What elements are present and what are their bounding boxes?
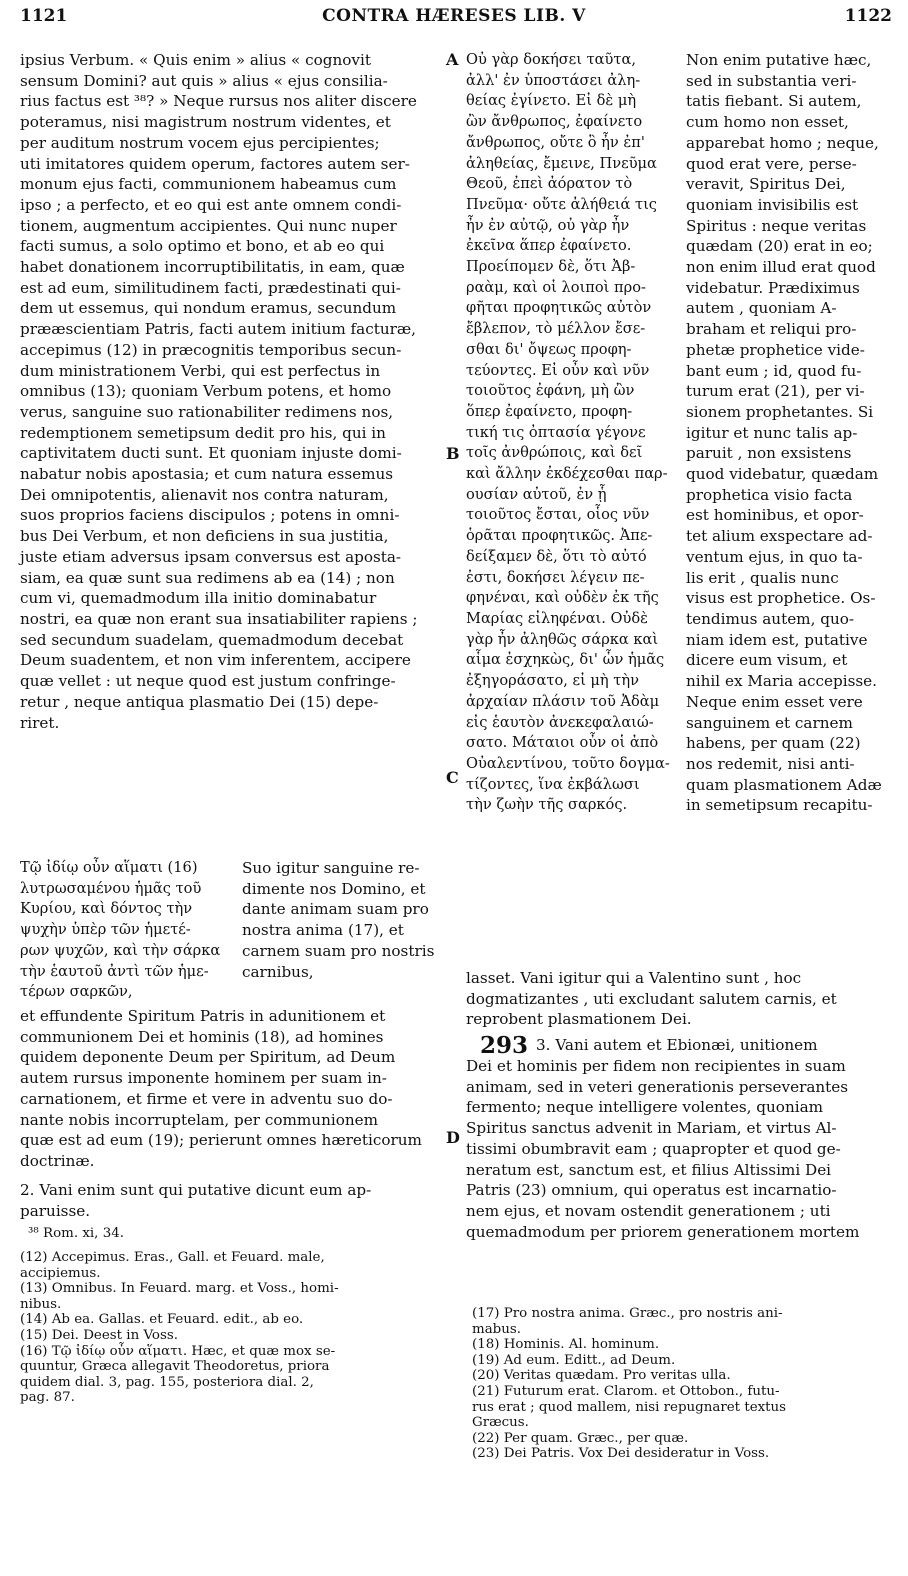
right-footnotes: (17) Pro nostra anima. Græc., pro nostris ani- mabus. (18) Hominis. Al. hominum. (19) Ad eum. Editt., ad Deum. (20) Veritas quædam. Pro veritas ulla. (21) Futurum erat. Clarom. et Ottobon., futu- rus erat ; quod mallem, nisi repugnaret textus Græcus. (22) Per quam. Græc., per quæ. (23) Dei Patris. Vox Dei desideratur in Voss.	[472, 1306, 787, 1462]
left-footnotes: (12) Accepimus. Eras., Gall. et Feuard. male, accipiemus. (13) Omnibus. In Feuard. marg. et Voss., homi- nibus. (14) Ab ea. Gallas. et Feuard. edit., ab eo. (15) Dei. Deest in Voss. (16) Τῷ ἰδίῳ οὖν αἵματι. Hæc, et quæ mox se- quuntur, Græca allegavit Theodoretus, priora quidem dial. 3, pag. 155, posteriora dial. 2, pag. 87.	[20, 1250, 339, 1406]
margin-marker-c: C	[446, 768, 459, 787]
scripture-reference: ³⁸ Rom. xi, 34.	[28, 1226, 124, 1241]
right-greek-column: Οὐ γὰρ δοκήσει ταῦτα, ἀλλ' ἐν ὑποστάσει ἀλη- θείας ἐγίνετο. Εἰ δὲ μὴ ὢν ἄνθρωπος, ἐφαίνετο ἄνθρωπος, οὔτε ὃ ἦν ἐπ' ἀληθείας, ἔμεινε, Πνεῦμα Θεοῦ, ἐπεὶ ἀόρατον τὸ Πνεῦμα· οὔτε ἀλήθειά τις ἦν ἐν αὐτῷ, οὐ γὰρ ἦν ἐκεῖνα ἅπερ ἐφαίνετο. Προείπομεν δὲ, ὅτι Ἀβ- ραὰμ, καὶ οἱ λοιποὶ προ- φῆται προφητικῶς αὐτὸν ἔβλεπον, τὸ μέλλον ἔσε- σθαι δι' ὄψεως προφη- τεύοντες. Εἰ οὖν καὶ νῦν τοιοῦτος ἐφάνη, μὴ ὢν ὅπερ ἐφαίνετο, προφη- τική τις ὀπτασία γέγονε τοῖς ἀνθρώποις, καὶ δεῖ καὶ ἄλλην ἐκδέχεσθαι παρ- ουσίαν αὐτοῦ, ἐν ᾗ τοιοῦτος ἔσται, οἷος νῦν ὁρᾶται προφητικῶς. Ἀπε- δείξαμεν δὲ, ὅτι τὸ αὐτό ἐστι, δοκήσει λέγειν πε- φηνέναι, καὶ οὐδὲν ἐκ τῆς Μαρίας εἰληφέναι. Οὐδὲ γὰρ ἦν ἀληθῶς σάρκα καὶ αἷμα ἐσχηκὼς, δι' ὧν ἡμᾶς ἐξηγοράσατο, εἰ μὴ τὴν ἀρχαίαν πλάσιν τοῦ Ἀδὰμ εἰς ἑαυτὸν ἀνεκεφαλαιώ- σατο. Μάταιοι οὖν οἱ ἀπὸ Οὐαλεντίνου, τοῦτο δογμα- τίζοντες, ἵνα ἐκβάλωσι τὴν ζωὴν τῆς σαρκός.	[466, 51, 670, 814]
margin-marker-b: B	[446, 444, 460, 463]
left-paragraph-2: 2. Vani enim sunt qui putative dicunt eum ap- paruisse.	[20, 1181, 372, 1220]
right-latin-column: Non enim putative hæc, sed in substantia veri- tatis fiebant. Si autem, cum homo non esset, apparebat homo ; neque, quod erat vere, perse- veravit, Spiritus Dei, quoniam invisibilis est Spiritus : neque veritas quædam (20) erat in eo; non enim illud erat quod videbatur. Prædiximus autem , quoniam A- braham et reliqui pro- phetæ prophetice vide- bant eum ; id, quod fu- turum erat (21), per vi- sionem prophetantes. Si igitur et nunc talis ap- paruit , non exsistens quod videbatur, quædam prophetica visio facta est hominibus, et opor- tet alium exspectare ad- ventum ejus, in quo ta- lis erit , qualis nunc visus est prophetice. Os- tendimus autem, quo- niam idem est, putative dicere eum visum, et nihil ex Maria accepisse. Neque enim esset vere sanguinem et carnem habens, per quam (22) nos redemit, nisi anti- quam plasmationem Adæ in semetipsum recapitu-	[686, 51, 882, 815]
left-greek-column: Τῷ ἰδίῳ οὖν αἵματι (16) λυτρωσαμένου ἡμᾶς τοῦ Κυρίου, καὶ δόντος τὴν ψυχὴν ὑπὲρ τῶν ἡμετέ- ρων ψυχῶν, καὶ τὴν σάρκα τὴν ἑαυτοῦ ἀντὶ τῶν ἡμε- τέρων σαρκῶν,	[20, 859, 221, 1001]
right-paragraph-3-first-line: 3. Vani autem et Ebionæi, unitionem	[536, 1036, 818, 1054]
right-paragraph-3: Dei et hominis per fidem non recipientes in suam animam, sed in veteri generationis perseverantes fermento; neque intelligere volentes, quoniam Spiritus sanctus advenit in Mariam, et virtus Al- tissimi obumbravit eam ; quapropter et quod ge- neratum est, sanctum est, et filius Altissimi Dei Patris (23) omnium, qui operatus est incarnatio- nem ejus, et novam ostendit generationem ; uti quemadmodum per priorem generationem mortem	[466, 1057, 860, 1241]
page-number-right: 1122	[844, 6, 892, 26]
right-continuation-text: lasset. Vani igitur qui a Valentino sunt , hoc dogmatizantes , uti excludant salutem carnis, et reprobent plasmationem Dei.	[466, 969, 837, 1029]
margin-marker-a: A	[446, 50, 459, 69]
margin-marker-d: D	[446, 1128, 460, 1147]
section-number: 293	[480, 1032, 529, 1059]
page-number-left: 1121	[20, 6, 68, 26]
left-main-text: ipsius Verbum. « Quis enim » alius « cognovit sensum Domini? aut quis » alius « ejus consilia- rius factus est ³⁸? » Neque rursus nos aliter discere poteramus, nisi magistrum nostrum videntes, et per auditum nostrum vocem ejus percipientes; uti imitatores quidem operum, factores autem ser- monum ejus facti, communionem habeamus cum ipso ; a perfecto, et eo qui est ante omnem condi- tionem, augmentum accipientes. Qui nunc nuper facti sumus, a solo optimo et bono, et ab eo qui habet donationem incorruptibilitatis, in eam, quæ est ad eum, similitudinem facti, prædestinati qui- dem ut essemus, qui nondum eramus, secundum prææscientiam Patris, facti autem initium facturæ, accepimus (12) in præcognitis temporibus secun- dum ministrationem Verbi, qui est perfectus in omnibus (13); quoniam Verbum potens, et homo verus, sanguine suo rationabiliter redimens nos, redemptionem semetipsum dedit pro his, qui in captivitatem ducti sunt. Et quoniam injuste domi- nabatur nobis apostasia; et cum natura essemus Dei omnipotentis, alienavit nos contra naturam, suos proprios faciens discipulos ; potens in omni- bus Dei Verbum, et non deficiens in sua justitia, juste etiam adversus ipsam conversus est aposta- siam, ea quæ sunt sua redimens ab ea (14) ; non cum vi, quemadmodum illa initio dominabatur nostri, ea quæ non erant sua insatiabiliter rapiens ; sed secundum suadelam, quemadmodum decebat Deum suadentem, et non vim inferentem, accipere quæ vellet : ut neque quod est justum confringe- retur , neque antiqua plasmatio Dei (15) depe- riret.	[20, 51, 418, 732]
left-continuation-text: et effundente Spiritum Patris in adunitionem et communionem Dei et hominis (18), ad homines quidem deponente Deum per Spiritum, ad Deum autem rursus imponente hominem per suam in- carnationem, et firme et vere in adventu suo do- nante nobis incorruptelam, per communionem quæ est ad eum (19); perierunt omnes hæreticorum doctrinæ.	[20, 1007, 422, 1170]
left-latin-column: Suo igitur sanguine re- dimente nos Domino, et dante animam suam pro nostra anima (17), et carnem suam pro nostris carnibus,	[242, 859, 435, 981]
running-title: CONTRA HÆRESES LIB. V	[322, 6, 586, 26]
